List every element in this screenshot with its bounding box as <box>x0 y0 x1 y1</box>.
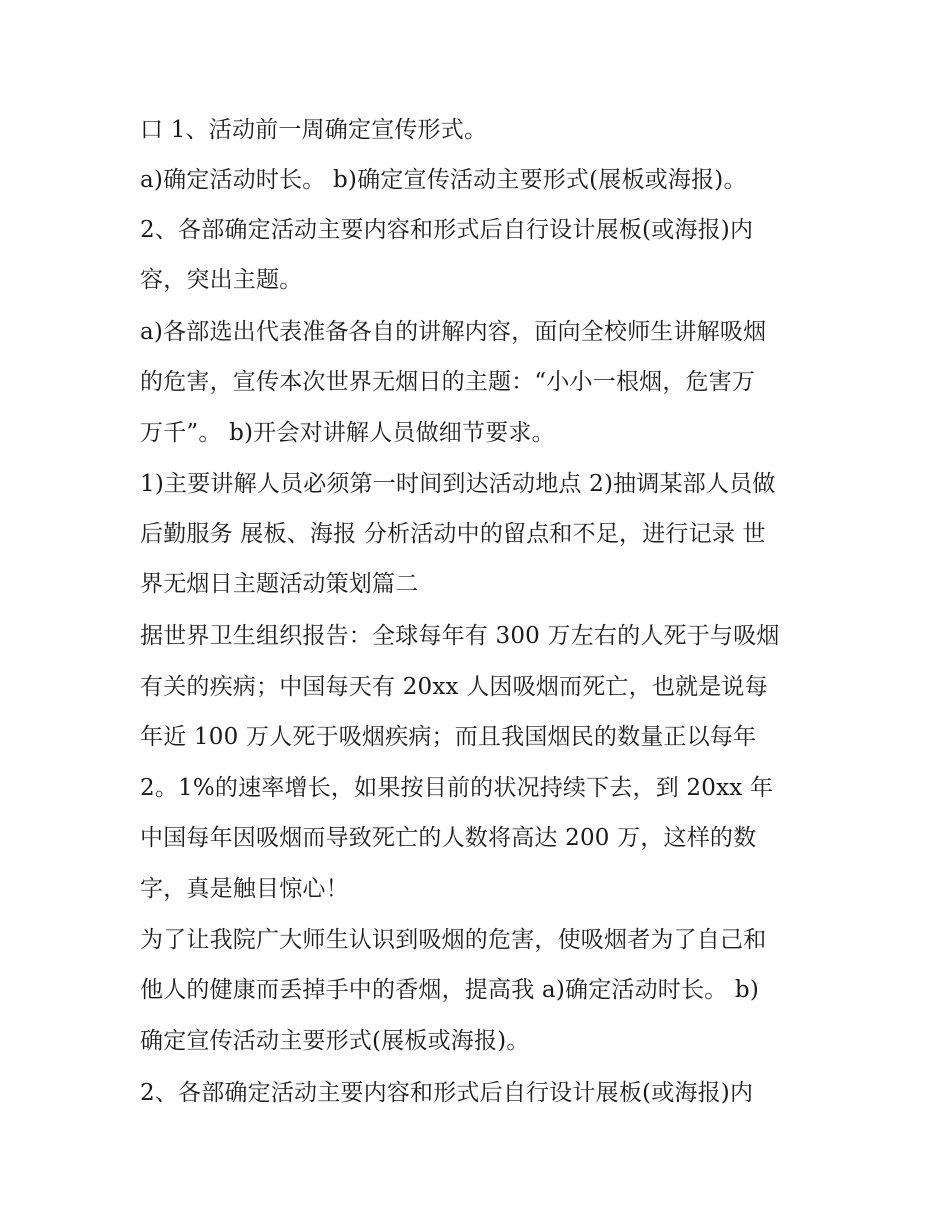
text-line: 2、各部确定活动主要内容和形式后自行设计展板(或海报)内 <box>140 217 754 243</box>
text-line: 的危害，宣传本次世界无烟日的主题：“小小一根烟，危害万 <box>140 369 756 395</box>
text-line: 2、各部确定活动主要内容和形式后自行设计展板(或海报)内 <box>140 1080 754 1106</box>
text-line: 2。1%的速率增长，如果按目前的状况持续下去，到 20xx 年 <box>140 775 774 801</box>
text-line: 年近 100 万人死于吸烟疾病；而且我国烟民的数量正以每年 <box>140 724 757 750</box>
text-line: a)确定活动时长。 b)确定宣传活动主要形式(展板或海报)。 <box>140 167 747 193</box>
text-line: 口 1、活动前一周确定宣传形式。 <box>140 117 488 143</box>
text-line: a)各部选出代表准备各自的讲解内容，面向全校师生讲解吸烟 <box>140 319 767 345</box>
text-line: 据世界卫生组织报告：全球每年有 300 万左右的人死于与吸烟 <box>140 623 780 649</box>
text-line: 1)主要讲解人员必须第一时间到达活动地点 2)抽调某部人员做 <box>140 471 776 497</box>
text-line: 容，突出主题。 <box>140 267 303 293</box>
text-line: 他人的健康而丢掉手中的香烟，提高我 a)确定活动时长。 b) <box>140 977 760 1003</box>
text-line: 确定宣传活动主要形式(展板或海报)。 <box>140 1028 530 1054</box>
text-line: 后勤服务 展板、海报 分析活动中的留点和不足，进行记录 世 <box>140 521 766 547</box>
text-line: 界无烟日主题活动策划篇二 <box>140 571 419 597</box>
text-line: 有关的疾病；中国每天有 20xx 人因吸烟而死亡，也就是说每 <box>140 674 768 700</box>
text-line: 中国每年因吸烟而导致死亡的人数将高达 200 万，这样的数 <box>140 825 757 851</box>
text-line: 字，真是触目惊心！ <box>140 876 349 902</box>
text-line: 为了让我院广大师生认识到吸烟的危害，使吸烟者为了自己和 <box>140 927 767 953</box>
text-line: 万千”。 b)开会对讲解人员做细节要求。 <box>140 420 555 446</box>
